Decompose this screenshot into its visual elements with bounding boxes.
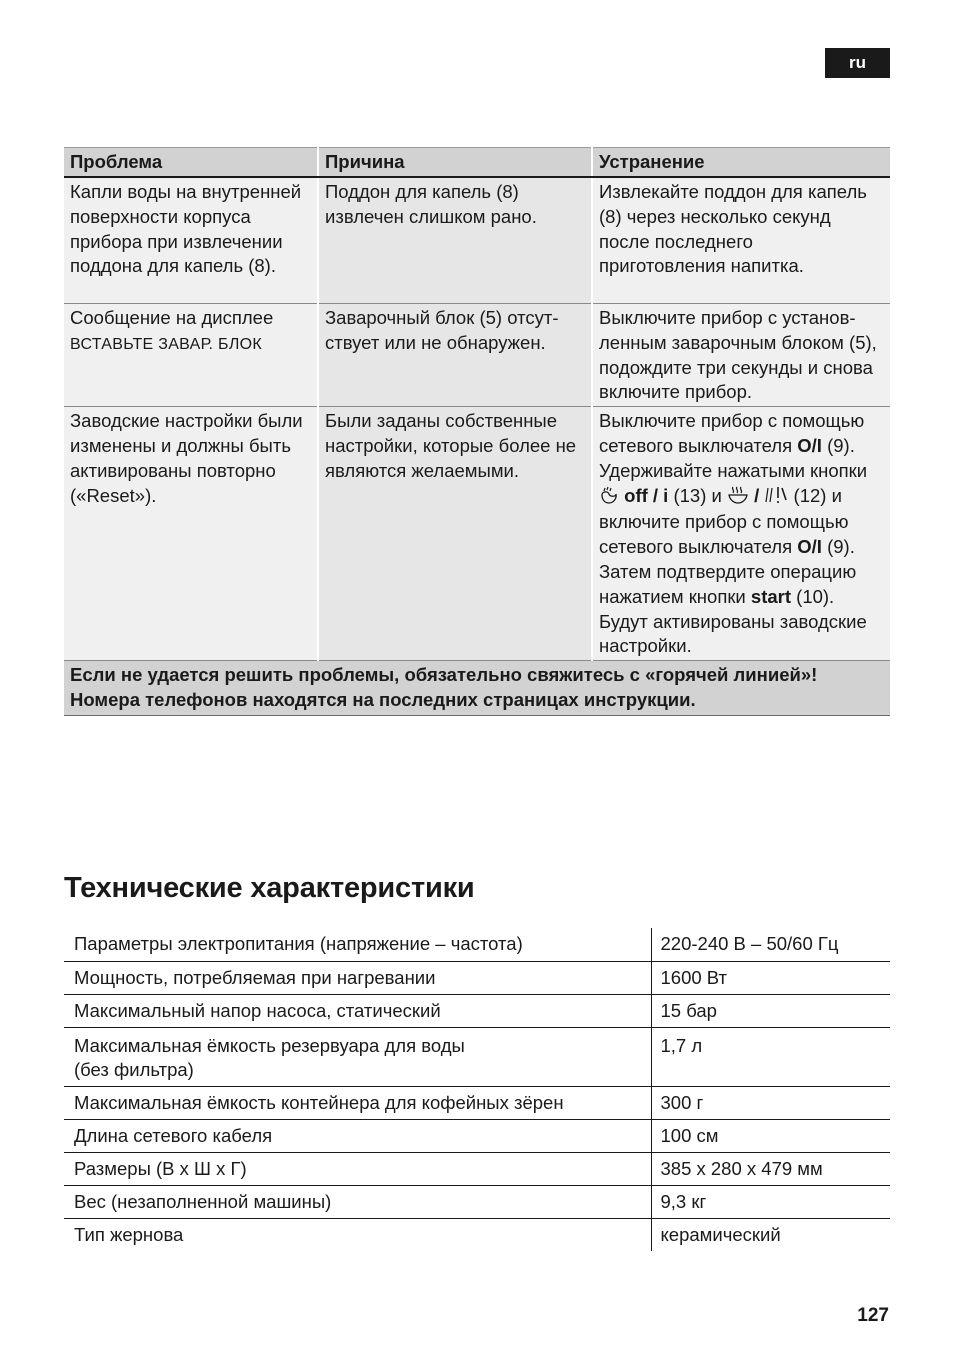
table-row <box>64 177 890 304</box>
specs-title: Технические характеристики <box>64 872 475 904</box>
header-solution: Устранение <box>592 148 890 178</box>
power-switch-label: O/I <box>797 434 822 456</box>
hotline-note <box>64 661 890 716</box>
language-tag: ru <box>825 48 890 78</box>
cause-cell: Поддон для капель (8) извлечен слишком рано. <box>318 177 592 304</box>
spec-label: Максимальная ёмкость контейнера для кофейных зёрен <box>64 1087 651 1120</box>
table-row <box>64 407 890 661</box>
table-row <box>64 304 890 407</box>
steam-icon <box>727 486 749 511</box>
solution-text: (12) и включите прибор с помощью сетевого выключателя <box>599 484 849 558</box>
spec-label-line2: (без фильтра) <box>74 1059 194 1080</box>
spec-label: Тип жернова <box>74 1224 184 1245</box>
table-row <box>64 928 890 962</box>
problem-text: Сообщение на дисплее <box>70 307 274 328</box>
power-switch-label: O/I <box>797 536 822 558</box>
table-row <box>64 1186 890 1219</box>
solution-cell: Извлекайте поддон для капель (8) через несколько секунд после последнего приготовления напитка. <box>592 177 890 304</box>
problem-cell: Заводские настройки были изменены и должны быть активированы повторно («Reset»). <box>64 407 318 661</box>
page-number: 127 <box>857 1305 889 1326</box>
header-cause: Причина <box>318 148 592 178</box>
spec-value: 385 х 280 х 479 мм <box>651 1153 890 1186</box>
problem-cell <box>64 304 318 407</box>
spec-label: Длина сетевого кабеля <box>64 1120 651 1153</box>
solution-text: (9). Удерживайте нажатыми кнопки <box>599 434 868 481</box>
start-button-label: start <box>750 585 792 607</box>
cause-cell: Были заданы собственные настройки, которые более не являются желаемыми. <box>318 407 592 661</box>
problem-cell: Капли воды на внутренней поверхности корпуса прибора при извлечении поддона для капель (8). <box>64 177 318 304</box>
spec-label-line1: Максимальная ёмкость резервуара для воды <box>74 1035 465 1056</box>
cause-cell: Заварочный блок (5) отсутствует или не обнаружен. <box>318 304 592 407</box>
spec-value: 15 бар <box>651 995 890 1028</box>
table-row <box>64 1219 890 1252</box>
spec-label: Максимальный напор насоса, статический <box>64 995 651 1028</box>
solution-text: (10). Будут активированы заводские настройки. <box>599 585 867 657</box>
solution-text: (13) и <box>668 484 727 506</box>
spec-label: Размеры (В х Ш х Г) <box>64 1153 651 1186</box>
spec-label <box>64 1028 651 1087</box>
specs-table <box>64 928 890 1251</box>
solution-text: Выключите прибор с помощью сетевого выключателя <box>599 410 865 456</box>
table-header-row <box>64 148 890 178</box>
spec-value: 1600 Вт <box>651 962 890 995</box>
solution-cell: Выключите прибор с установленным заварочным блоком (5), подождите три секунды и снова включите прибор. <box>592 304 890 407</box>
spec-label: Мощность, потребляемая при нагревании <box>64 962 651 995</box>
hotline-note-row <box>64 661 890 716</box>
spec-value: 220-240 В – 50/60 Гц <box>651 928 890 962</box>
spec-value: 1,7 л <box>651 1028 890 1087</box>
table-row <box>64 1120 890 1153</box>
solution-cell: Выключите прибор с помощью сетевого выключателя O/I (9). Удерживайте нажатыми кнопки off / i (13) и / (12) и включите прибор с помощью сетевого выключателя O/I (9). Затем подтвердите операцию нажатием кнопки start (10). Будут активированы заводские настройки. <box>592 407 890 661</box>
table-row <box>64 1153 890 1186</box>
hot-water-icon <box>764 486 788 511</box>
table-row <box>64 1028 890 1087</box>
hotline-note-line2: Номера телефонов находятся на последних страницах инструкции. <box>70 688 696 710</box>
solution-text: (9). Затем подтвердите операцию нажатием кнопки <box>599 536 857 607</box>
spec-value: керамический <box>651 1219 890 1252</box>
spec-value: 9,3 кг <box>651 1186 890 1219</box>
spec-label: Параметры электропитания (напряжение – частота) <box>64 928 651 962</box>
table-row <box>64 962 890 995</box>
spec-value: 100 см <box>651 1120 890 1153</box>
header-problem: Проблема <box>64 148 318 178</box>
spec-label: Вес (незаполненной машины) <box>64 1186 651 1219</box>
coffee-bean-icon <box>599 486 619 511</box>
spec-value: 300 г <box>651 1087 890 1120</box>
display-message: ВСТАВЬТЕ ЗАВАР. БЛОК <box>70 335 262 353</box>
troubleshooting-table <box>64 147 890 716</box>
table-row <box>64 1087 890 1120</box>
off-info-button-label: off / i <box>624 484 669 506</box>
table-row <box>64 995 890 1028</box>
hotline-note-line1: Если не удается решить проблемы, обязательно свяжитесь с «горячей линией»! <box>70 664 818 686</box>
